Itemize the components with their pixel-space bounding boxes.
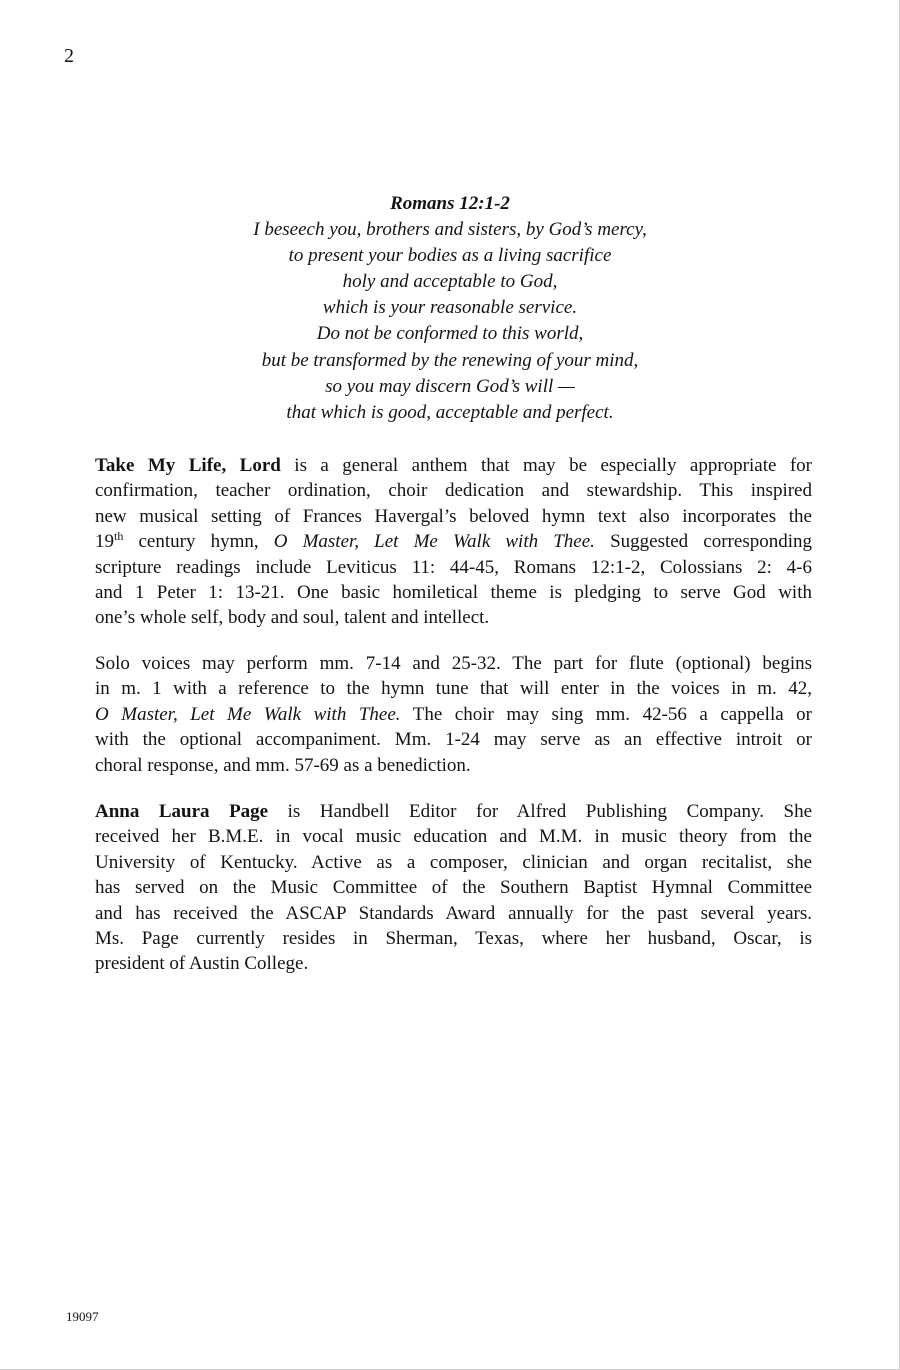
performance-notes-paragraph [95, 651, 812, 778]
text-line: with the optional accompaniment. Mm. 1-24 may serve as an effective introit or [95, 729, 812, 751]
anthem-title: Take My Life, Lord [95, 455, 281, 476]
text-line: O Master, Let Me Walk with Thee. The choir may sing mm. 42-56 a cappella or [95, 703, 812, 725]
text-line: and 1 Peter 1: 13-21. One basic homiletical theme is pledging to serve God with [95, 582, 812, 604]
scripture-line: I beseech you, brothers and sisters, by God’s mercy, [253, 219, 647, 241]
scripture-line: Do not be conformed to this world, [316, 323, 584, 345]
scripture-passage [120, 191, 780, 426]
text-line: has served on the Music Committee of the Southern Baptist Hymnal Committee [95, 877, 812, 899]
text-line: in m. 1 with a reference to the hymn tune that will enter in the voices in m. 42, [95, 678, 812, 700]
catalog-number: 19097 [66, 1309, 99, 1324]
text-line: confirmation, teacher ordination, choir dedication and stewardship. This inspired [95, 480, 812, 502]
text-line: received her B.M.E. in vocal music education and M.M. in music theory from the [95, 826, 812, 848]
scripture-line: which is your reasonable service. [322, 297, 578, 319]
scripture-line: but be transformed by the renewing of your mind, [261, 349, 639, 371]
text-line: president of Austin College. [95, 953, 309, 975]
text-line: Solo voices may perform mm. 7-14 and 25-32. The part for flute (optional) begins [95, 653, 812, 674]
text-line: new musical setting of Frances Havergal’s beloved hymn text also incorporates the [95, 505, 812, 527]
scripture-line: that which is good, acceptable and perfect. [286, 401, 614, 423]
text-line: choral response, and mm. 57-69 as a benediction. [95, 754, 471, 776]
scripture-line: holy and acceptable to God, [342, 271, 558, 293]
composer-bio-paragraph [95, 799, 812, 977]
text-line: one’s whole self, body and soul, talent and intellect. [95, 607, 490, 629]
hymn-title: O Master, Let Me Walk with Thee. [273, 531, 595, 553]
anthem-description-paragraph [95, 453, 812, 631]
text-line: Ms. Page currently resides in Sherman, Texas, where her husband, Oscar, is [95, 928, 812, 950]
text-line: scripture readings include Leviticus 11: 44-45, Romans 12:1-2, Colossians 2: 4-6 [95, 556, 812, 578]
scripture-line: so you may discern God’s will — [325, 375, 575, 397]
text-line: Take My Life, Lord is a general anthem that may be especially appropriate for [95, 455, 813, 476]
composer-name: Anna Laura Page [95, 801, 269, 822]
superscript: th [114, 529, 124, 544]
scripture-line: to present your bodies as a living sacrifice [288, 245, 612, 267]
hymn-title: O Master, Let Me Walk with Thee. [95, 703, 401, 725]
text-line: Anna Laura Page is Handbell Editor for Alfred Publishing Company. She [95, 801, 813, 822]
scripture-reference: Romans 12:1-2 [390, 193, 510, 214]
text-line: 19th century hymn, O Master, Let Me Walk with Thee. Suggested corresponding [95, 529, 812, 553]
page-number: 2 [64, 45, 74, 67]
text-line: and has received the ASCAP Standards Award annually for the past several years. [95, 902, 812, 924]
text-line: University of Kentucky. Active as a composer, clinician and organ recitalist, she [95, 851, 812, 873]
